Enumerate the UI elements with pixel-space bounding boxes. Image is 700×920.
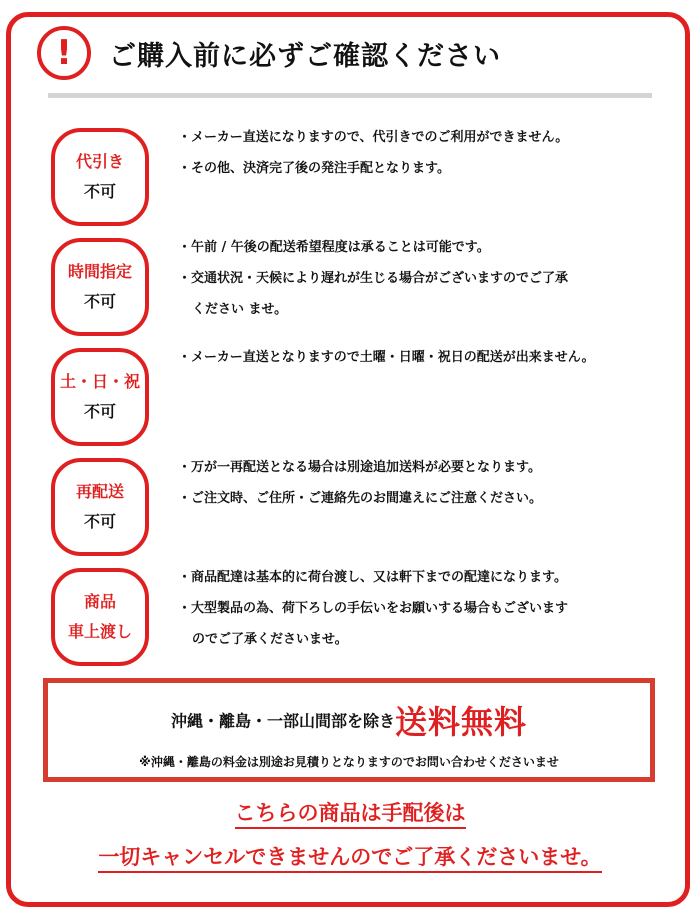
cancel-notice-line1 [0,797,700,827]
badge-cod [51,128,149,226]
badge-status: 不可 [83,292,116,311]
note-line: ・万が一再配送となる場合は別途追加送料が必要となります。 [178,460,541,475]
badge-weekend [51,348,149,446]
note-line: ・メーカー直送になりますので、代引きでのご利用ができません。 [178,130,569,145]
notes-time [178,232,668,325]
notes-truck-delivery [178,562,668,655]
cancel-notice-line2 [0,841,700,871]
cancel-notice-text: 一切キャンセルできませんのでご了承くださいませ。 [98,845,601,873]
free-shipping-highlight: 送料無料 [395,703,528,741]
note-line: ・メーカー直送となりますので土曜・日曜・祝日の配送が出来ません。 [178,350,595,365]
exclamation-icon: ! [37,26,91,80]
badge-redelivery [51,458,149,556]
note-line: ・商品配達は基本的に荷台渡し、又は軒下までの配達になります。 [178,570,567,585]
free-shipping-note: ※沖縄・離島の料金は別途お見積りとなりますのでお問い合わせくださいませ [139,755,559,769]
badge-label: 代引き [75,151,124,171]
note-line: のでご了承くださいませ。 [192,632,348,647]
notes-weekend [178,342,668,373]
free-shipping-prefix: 沖縄・離島・一部山間部を除き [170,711,395,731]
badge-status: 不可 [83,402,116,421]
cancel-notice-text: こちらの商品は手配後は [235,801,466,829]
page-title: ご購入前に必ずご確認ください [109,41,501,72]
badge-truck-delivery [51,568,149,666]
badge-time [51,238,149,336]
note-line: ・ご注文時、ご住所・ご連絡先のお間違えにご注意ください。 [178,491,543,506]
note-line: ください ませ。 [192,302,288,317]
badge-status: 車上渡し [67,622,132,641]
notes-cod [178,122,668,184]
badge-label: 再配送 [75,481,124,501]
badge-status: 不可 [83,182,116,201]
note-line: ・交通状況・天候により遅れが生じる場合がございますのでご了承 [178,271,569,286]
badge-status: 不可 [83,512,116,531]
note-line: ・その他、決済完了後の発注手配となります。 [178,161,450,176]
note-line: ・午前 / 午後の配送希望程度は承ることは可能です。 [178,240,490,255]
notes-redelivery [178,452,668,514]
badge-label: 商品 [83,591,116,611]
free-shipping-line [48,697,650,743]
badge-label: 土・日・祝 [59,371,140,391]
free-shipping-box [43,678,655,782]
note-line: ・大型製品の為、荷下ろしの手伝いをお願いする場合もございます [178,601,569,616]
header-divider [48,93,652,98]
badge-label: 時間指定 [67,261,132,281]
notice-header [37,22,637,92]
